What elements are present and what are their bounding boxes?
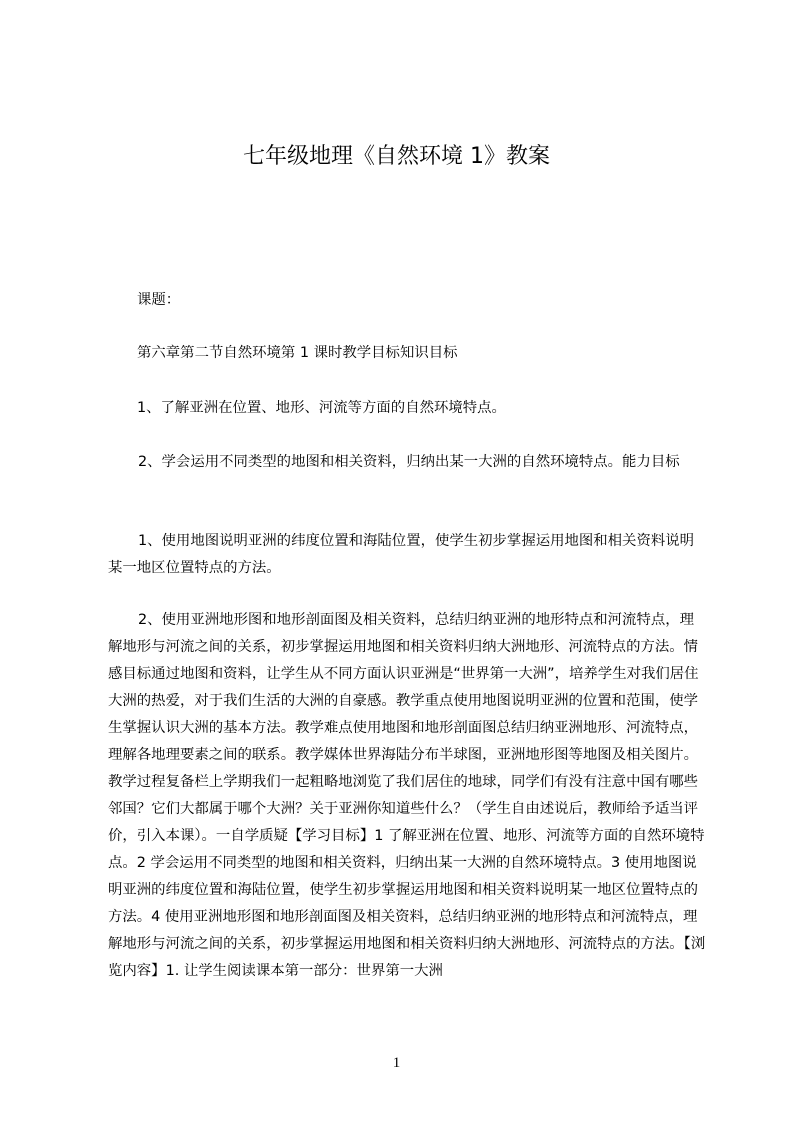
paragraph-main-body: 2、使用亚洲地形图和地形剖面图及相关资料，总结归纳亚洲的地形特点和河流特点，理解地形与河流之间的关系，初步掌握运用地图和相关资料归纳大洲地形、河流特点的方法。情感目标通过地图和资料，让学生从不同方面认识亚洲是“世界第一大洲”，培养学生对我们居住大洲的热爱，对于我们生活的大洲的自豪感。教学重点使用地图说明亚洲的位置和范围，使学生掌握认识大洲的基本方法。教学难点使用地图和地形剖面图总结归纳亚洲地形、河流特点，理解各地理要素之间的联系。教学媒体世界海陆分布半球图，亚洲地形图等地图及相关图片。教学过程复备栏上学期我们一起粗略地浏览了我们居住的地球，同学们有没有注意中国有哪些邻国？它们大都属于哪个大洲？关于亚洲你知道些什么？（学生自由述说后，教师给予适当评价，引入本课）。一自学质疑【学习目标】1 了解亚洲在位置、地形、河流等方面的自然环境特点。2 学会运用不同类型的地图和相关资料，归纳出某一大洲的自然环境特点。3 使用地图说明亚洲的纬度位置和海陆位置，使学生初步掌握运用地图和相关资料说明某一地区位置特点的方法。4 使用亚洲地形图和地形剖面图及相关资料，总结归纳亚洲的地形特点和河流特点，理解地形与河流之间的关系，初步掌握运用地图和相关资料归纳大洲地形、河流特点的方法。【浏览内容】1. 让学生阅读课本第一部分：世界第一大洲 (108, 612, 706, 979)
paragraph-topic: 课题： (137, 292, 181, 308)
paragraph-knowledge-goal-1: 1、了解亚洲在位置、地形、河流等方面的自然环境特点。 (137, 400, 506, 416)
document-title: 七年级地理《自然环境 1》教案 (243, 144, 550, 169)
paragraph-chapter: 第六章第二节自然环境第 1 课时教学目标知识目标 (137, 345, 458, 361)
paragraph-knowledge-goal-2: 2、学会运用不同类型的地图和相关资料，归纳出某一大洲的自然环境特点。能力目标 (138, 454, 680, 470)
paragraph-ability-goal-1: 1、使用地图说明亚洲的纬度位置和海陆位置，使学生初步掌握运用地图和相关资料说明某一地区位置特点的方法。 (108, 533, 695, 576)
page-number: 1 (392, 1055, 401, 1071)
